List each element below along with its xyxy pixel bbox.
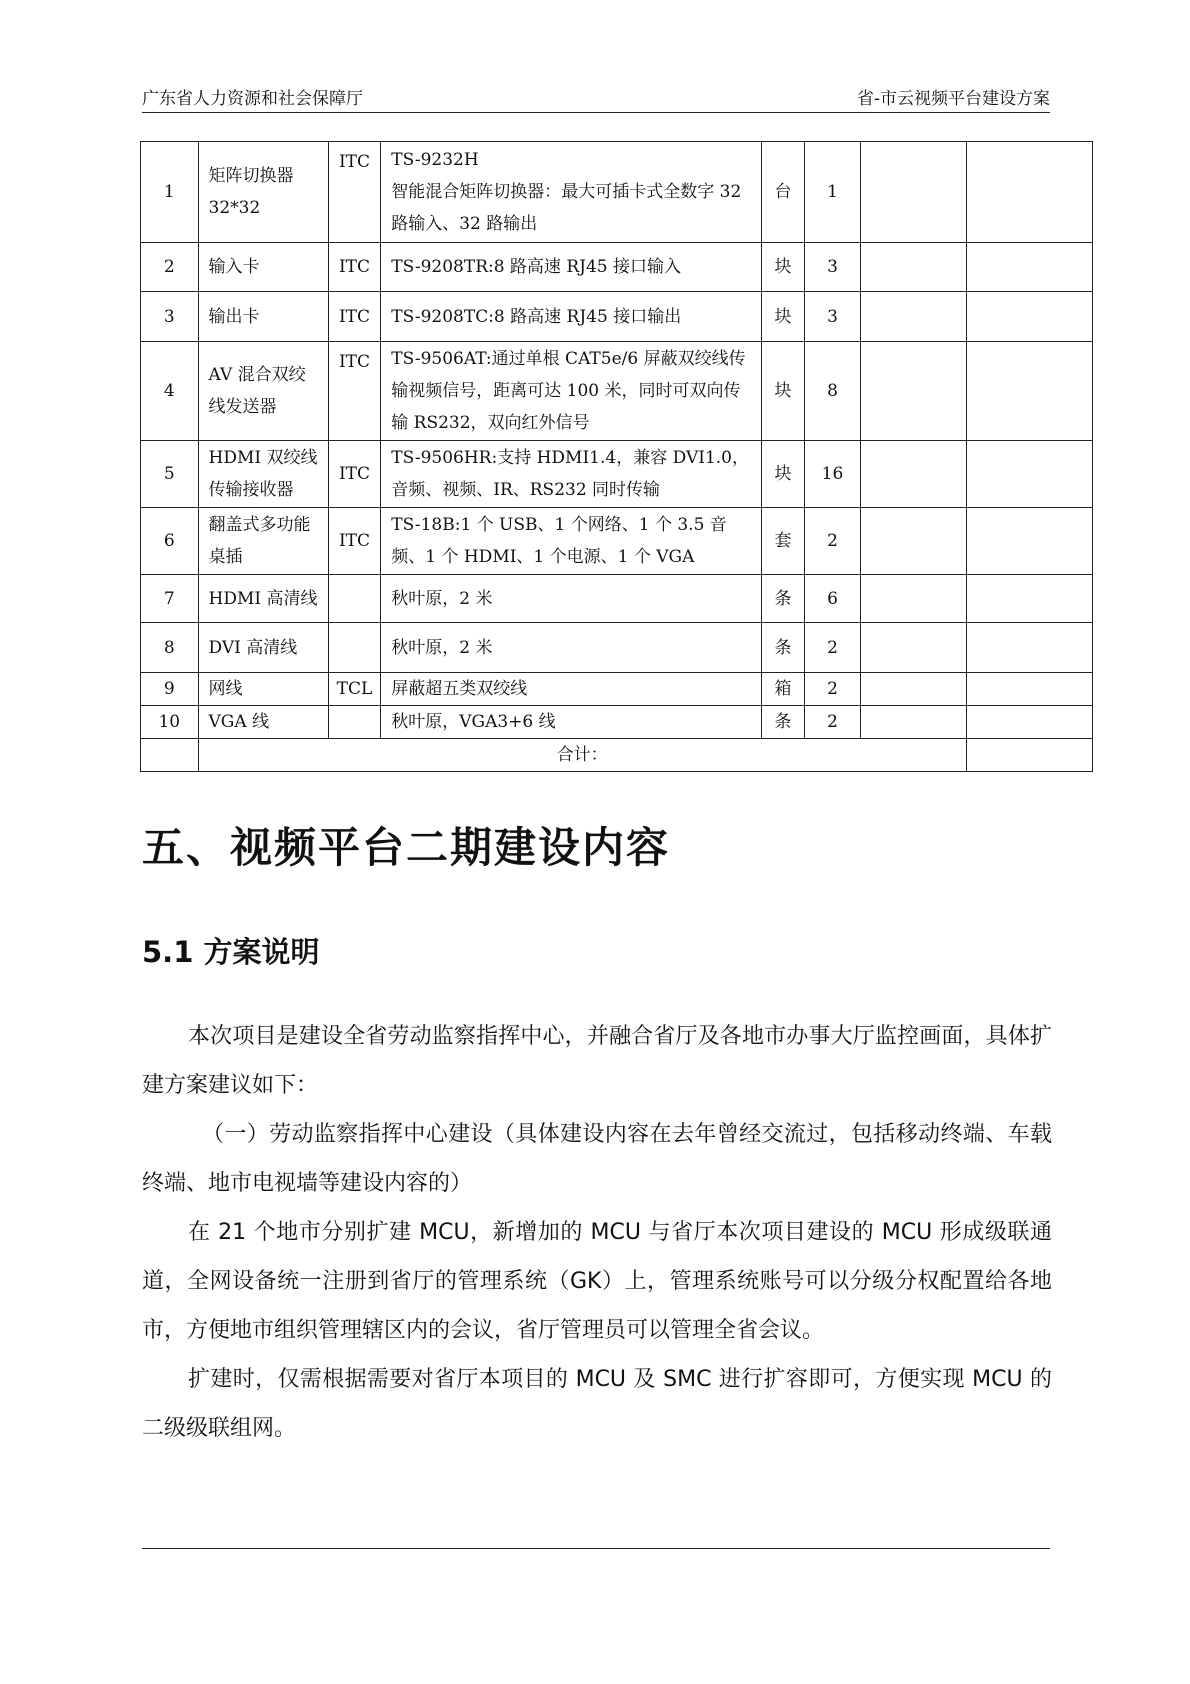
table-row	[141, 673, 1093, 706]
item-spec: TS-9506AT:通过单根 CAT5e/6 屏蔽双绞线传输视频信号，距离可达 100 米，同时可双向传输 RS232，双向红外信号	[381, 342, 762, 441]
paragraph: 扩建时，仅需根据需要对省厅本项目的 MCU 及 SMC 进行扩容即可，方便实现 MCU 的二级级联组网。	[142, 1367, 1052, 1441]
item-name: VGA 线	[198, 706, 328, 739]
page-header	[142, 82, 1050, 113]
item-unit: 块	[761, 292, 804, 342]
row-number: 8	[141, 623, 199, 673]
table-row	[141, 508, 1093, 575]
paragraph: 本次项目是建设全省劳动监察指挥中心，并融合省厅及各地市办事大厅监控画面，具体扩建方案建议如下：	[142, 1024, 1052, 1098]
empty-cell	[966, 673, 1092, 706]
item-qty: 3	[805, 243, 861, 292]
item-unit: 块	[761, 342, 804, 441]
item-brand: ITC	[328, 441, 380, 508]
row-number: 7	[141, 575, 199, 623]
item-unit: 块	[761, 243, 804, 292]
item-spec: TS-9232H 智能混合矩阵切换器：最大可插卡式全数字 32 路输入、32 路输出	[381, 142, 762, 243]
item-name: HDMI 双绞线传输接收器	[198, 441, 328, 508]
empty-cell	[141, 739, 199, 772]
empty-cell	[966, 342, 1092, 441]
empty-cell	[966, 739, 1092, 772]
empty-cell	[860, 243, 966, 292]
item-unit: 箱	[761, 673, 804, 706]
empty-cell	[966, 142, 1092, 243]
row-number: 2	[141, 243, 199, 292]
row-number: 9	[141, 673, 199, 706]
item-name: AV 混合双绞线发送器	[198, 342, 328, 441]
item-spec: 屏蔽超五类双绞线	[381, 673, 762, 706]
item-brand	[328, 575, 380, 623]
item-brand	[328, 706, 380, 739]
section-title: 五、视频平台二期建设内容	[142, 823, 671, 872]
row-number: 3	[141, 292, 199, 342]
item-qty: 8	[805, 342, 861, 441]
item-unit: 块	[761, 441, 804, 508]
item-spec: TS-9208TC:8 路高速 RJ45 接口输出	[381, 292, 762, 342]
row-number: 10	[141, 706, 199, 739]
item-qty: 2	[805, 623, 861, 673]
empty-cell	[966, 575, 1092, 623]
table-row	[141, 575, 1093, 623]
item-brand	[328, 623, 380, 673]
total-label: 合计：	[198, 739, 966, 772]
item-spec: TS-9506HR:支持 HDMI1.4，兼容 DVI1.0，音频、视频、IR、RS232 同时传输	[381, 441, 762, 508]
empty-cell	[966, 292, 1092, 342]
item-brand: ITC	[328, 142, 380, 243]
item-name: 矩阵切换器32*32	[198, 142, 328, 243]
subsection-title: 5.1 方案说明	[142, 935, 320, 969]
empty-cell	[860, 342, 966, 441]
table-row	[141, 142, 1093, 243]
item-name: 翻盖式多功能桌插	[198, 508, 328, 575]
header-organization: 广东省人力资源和社会保障厅	[142, 89, 363, 109]
empty-cell	[966, 508, 1092, 575]
item-qty: 1	[805, 142, 861, 243]
paragraph: （一）劳动监察指挥中心建设（具体建设内容在去年曾经交流过，包括移动终端、车载终端、地市电视墙等建设内容的）	[142, 1122, 1052, 1196]
table-total-row	[141, 739, 1093, 772]
item-qty: 6	[805, 575, 861, 623]
item-spec: TS-18B:1 个 USB、1 个网络、1 个 3.5 音频、1 个 HDMI、1 个电源、1 个 VGA	[381, 508, 762, 575]
header-document-title: 省-市云视频平台建设方案	[856, 89, 1050, 109]
empty-cell	[860, 673, 966, 706]
item-name: 输入卡	[198, 243, 328, 292]
item-qty: 2	[805, 508, 861, 575]
item-spec: 秋叶原，2 米	[381, 575, 762, 623]
item-brand: ITC	[328, 508, 380, 575]
empty-cell	[966, 441, 1092, 508]
item-brand: ITC	[328, 342, 380, 441]
item-brand: ITC	[328, 292, 380, 342]
item-qty: 2	[805, 673, 861, 706]
empty-cell	[860, 142, 966, 243]
body-text	[142, 1012, 1052, 1453]
item-unit: 条	[761, 575, 804, 623]
item-spec: 秋叶原，2 米	[381, 623, 762, 673]
empty-cell	[966, 623, 1092, 673]
equipment-table	[140, 141, 1093, 772]
empty-cell	[860, 292, 966, 342]
item-spec: 秋叶原，VGA3+6 线	[381, 706, 762, 739]
item-qty: 3	[805, 292, 861, 342]
item-spec: TS-9208TR:8 路高速 RJ45 接口输入	[381, 243, 762, 292]
table-row	[141, 441, 1093, 508]
table-row	[141, 706, 1093, 739]
table-row	[141, 292, 1093, 342]
empty-cell	[860, 575, 966, 623]
item-name: DVI 高清线	[198, 623, 328, 673]
table-row	[141, 243, 1093, 292]
row-number: 1	[141, 142, 199, 243]
item-brand: TCL	[328, 673, 380, 706]
empty-cell	[860, 706, 966, 739]
empty-cell	[860, 508, 966, 575]
empty-cell	[966, 243, 1092, 292]
empty-cell	[860, 623, 966, 673]
item-name: 网线	[198, 673, 328, 706]
footer-divider	[142, 1548, 1050, 1549]
empty-cell	[966, 706, 1092, 739]
item-unit: 台	[761, 142, 804, 243]
paragraph: 在 21 个地市分别扩建 MCU，新增加的 MCU 与省厅本次项目建设的 MCU 形成级联通道，全网设备统一注册到省厅的管理系统（GK）上，管理系统账号可以分级分权配置给各地市，方便地市组织管理辖区内的会议，省厅管理员可以管理全省会议。	[142, 1220, 1052, 1343]
item-brand: ITC	[328, 243, 380, 292]
item-name: HDMI 高清线	[198, 575, 328, 623]
empty-cell	[860, 441, 966, 508]
row-number: 6	[141, 508, 199, 575]
row-number: 4	[141, 342, 199, 441]
row-number: 5	[141, 441, 199, 508]
table-row	[141, 623, 1093, 673]
item-unit: 条	[761, 623, 804, 673]
item-unit: 条	[761, 706, 804, 739]
item-qty: 2	[805, 706, 861, 739]
item-qty: 16	[805, 441, 861, 508]
table-row	[141, 342, 1093, 441]
item-unit: 套	[761, 508, 804, 575]
item-name: 输出卡	[198, 292, 328, 342]
